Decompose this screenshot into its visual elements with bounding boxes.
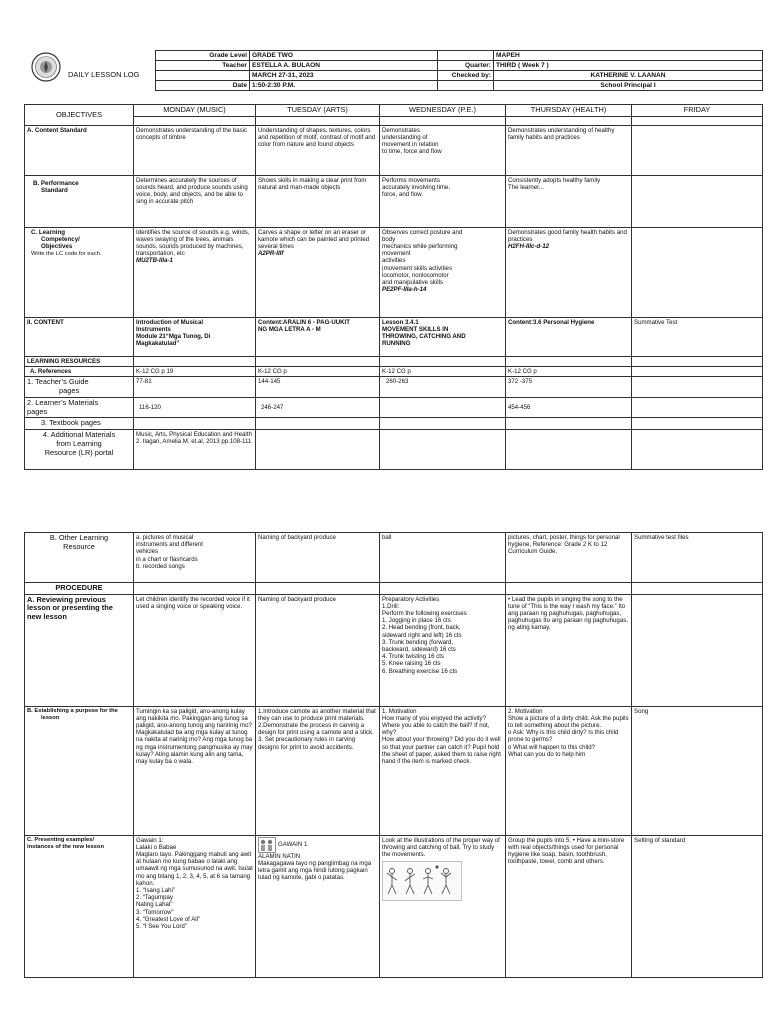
cell-line: Perform the following exercises: [382, 610, 467, 618]
cell-line: activities: [382, 257, 406, 265]
header-row: [156, 81, 763, 91]
cell-text: Naming of backyard produce: [256, 594, 380, 706]
cell-line: 3. Set precautionary rules in carving designs for print to avoid accidents.: [258, 736, 356, 751]
document-title: DAILY LESSON LOG: [68, 70, 140, 79]
cell-text: 144-145: [256, 377, 380, 397]
cell-line: Makagagawa tayo ng panglimbag na mga letra gamit ang mga hindi lutong pagkain tulad ng kamote, gabi o patatas.: [258, 859, 372, 882]
cell-line: understanding of: [382, 133, 428, 141]
row-label-line: 1. Teacher’s Guide: [27, 377, 89, 387]
cell-text: [632, 367, 763, 377]
row-label: II. CONTENT: [25, 317, 134, 356]
column-header: WEDNESDAY (P.E.): [380, 105, 506, 117]
cell-line: The learner...: [508, 183, 544, 191]
cell-text: Summative Test: [632, 317, 763, 356]
column-header-row: [25, 105, 763, 117]
cell-line: 2. Head bending (front, back,: [382, 624, 461, 632]
row-label-line: Resource: [63, 541, 95, 551]
row-label-line: Standard: [41, 187, 68, 195]
cell-text: [256, 706, 380, 835]
cell-text: K-12 CG p: [506, 367, 632, 377]
cell-text: K-12 CG p: [256, 367, 380, 377]
row-label: [25, 835, 134, 977]
cell-line: 2. “Tagumpay: [136, 894, 173, 902]
cell-text: [380, 227, 506, 317]
cell-line: 3. Trunk bending (forward,: [382, 638, 454, 646]
column-header: THURSDAY (HEALTH): [506, 105, 632, 117]
purpose-row: [25, 706, 763, 835]
other-resource-row: [25, 533, 763, 583]
cell-line: Consistently adopts healthy family: [508, 176, 601, 184]
cell-text: Content:3.6 Personal Hygiene: [506, 317, 632, 356]
cell-line: in a chart or flashcards: [136, 555, 198, 563]
row-label-line: C. Presenting examples/: [27, 836, 95, 843]
column-header: OBJECTIVES: [25, 105, 134, 126]
header-value: School Principal I: [494, 81, 763, 91]
content-standard-row: [25, 125, 763, 175]
cell-line: force, and flow.: [382, 191, 423, 199]
row-label: PROCEDURE: [25, 583, 134, 595]
cell-text: [380, 175, 506, 227]
lesson-table-top: [24, 104, 763, 470]
cell-text: 246-247: [256, 397, 380, 417]
cell-line: locomotor, nonlocomotor: [382, 271, 449, 279]
cell-line: body: [382, 235, 396, 243]
row-label: [25, 594, 134, 706]
cell-line: MOVEMENT SKILLS IN: [382, 325, 449, 333]
header-value: MAPEH: [494, 51, 763, 61]
cell-line: Demonstrates good family health habits and practices: [508, 228, 627, 243]
cell-text: Demonstrates understanding of the basic concepts of timbre: [134, 125, 256, 175]
cell-text: 454-456: [506, 397, 632, 417]
cell-line: Lesson 3.4.1: [382, 318, 419, 326]
gawain-title: GAWAIN 1: [278, 841, 308, 849]
cell-line: backward, sideward) 16 cts: [382, 646, 456, 654]
header-label: Grade Level: [156, 51, 250, 61]
cell-line: Content:ARALIN 6 - PAG-UUKIT: [258, 318, 350, 326]
header-label: Quarter:: [438, 61, 494, 71]
row-label: [25, 377, 134, 397]
competency-row: [25, 227, 763, 317]
cell-line: Look at the illustrations of the proper way of throwing and catching of ball. Try to study the movements.: [382, 836, 500, 859]
cell-text: [506, 706, 632, 835]
cell-text: [632, 227, 763, 317]
row-label-line: instances of the new lesson: [27, 843, 104, 850]
cell-text: [380, 125, 506, 175]
cell-line: a. pictures of musical: [136, 534, 194, 541]
cell-line: NG MGA LETRA A - M: [258, 325, 321, 333]
cell-text: [632, 175, 763, 227]
cell-line: 1. Jogging in place 16 cts: [382, 617, 451, 625]
cell-line: ALAMIN NATIN: [258, 852, 301, 860]
cell-line: Performs movements: [382, 176, 440, 184]
cell-text: [506, 227, 632, 317]
cell-text: Understanding of shapes, textures, colors and repetition of motif, contrast of motif and color from nature and found objects: [256, 125, 380, 175]
cell-line: vehicles: [136, 548, 159, 556]
learners-materials-row: [25, 397, 763, 417]
cell-line: Module 21“Mga Tunog, Di: [136, 333, 211, 341]
cell-text: Shows skills in making a clear print from natural and man-made objects: [256, 175, 380, 227]
row-label: [25, 175, 134, 227]
lesson-table-bottom: [24, 532, 763, 978]
row-label-line: 2. Learner’s Materials: [27, 397, 99, 407]
cell-text: [134, 227, 256, 317]
cell-text: Determines accurately the sources of sounds heard, and produce sounds using voice, body, and objects, and be able to sing in accurate pitch: [134, 175, 256, 227]
cell-line: 1. Motivation: [382, 707, 417, 715]
row-label-line: A. Reviewing previous: [27, 594, 106, 604]
cell-line: Magkakatulad”: [136, 340, 180, 348]
cell-text: [632, 594, 763, 706]
cell-line: Gawain 1:: [136, 836, 164, 844]
cell-text: [380, 835, 506, 977]
column-header: TUESDAY (ARTS): [256, 105, 380, 117]
row-label: 3. Textbook pages: [25, 418, 134, 430]
cell-line: Lalaki o Babae: [136, 843, 177, 851]
cell-text: [380, 706, 506, 835]
references-row: [25, 367, 763, 377]
row-label-line: B. Other Learning: [49, 533, 109, 542]
cell-text: 260-263: [380, 377, 506, 397]
header-label: [438, 81, 494, 91]
cell-text: [380, 317, 506, 356]
header-value: MARCH 27-31, 2023: [250, 71, 438, 81]
row-label: A. Content Standard: [25, 125, 134, 175]
cell-text: Song: [632, 706, 763, 835]
additional-materials-row: [25, 430, 763, 470]
cell-line: 4. Trunk twisting 16 cts: [382, 653, 444, 661]
cell-text: Let children identify the recorded voice if it used a singing voice or speaking voice.: [134, 594, 256, 706]
cell-line: Identifies the source of sounds e.g. winds, waves swaying of the trees, animals sounds, sounds produced by machines, transportation, etc: [136, 228, 250, 258]
row-label-line: Competency/: [41, 236, 80, 244]
cell-text: [632, 377, 763, 397]
cell-text: Setting of standard: [632, 835, 763, 977]
lc-code: A2PR-IIIf: [258, 250, 284, 258]
cell-text: • Lead the pupils in singing the song to the tune of “This is the way I wash my face.” Ito ang paraan ng paghuhugas, paghuhugas, paghuhugas Ito ang paraan ng paghuhugas, ng ating kamay.: [506, 594, 632, 706]
row-label-line: C. Learning: [31, 228, 66, 236]
cell-line: RUNNING: [382, 340, 411, 348]
cell-line: accurately involving time,: [382, 183, 451, 191]
header-row: [156, 71, 763, 81]
cell-text: Music, Arts, Physical Education and Health 2. Ilagan, Amelia M. et.al, 2013 pp.108-111: [134, 430, 256, 470]
lc-code: H2FH-IIIc-d-12: [508, 243, 549, 251]
lc-code: PE2PF-IIIa-h-14: [382, 286, 427, 294]
column-header: MONDAY (MUSIC): [134, 105, 256, 117]
cell-line: movement: [382, 250, 411, 258]
cell-line: 2.Demonstrate the process in carving a design for print using a camote and a stick.: [258, 722, 374, 737]
cell-line: Demonstrates: [382, 126, 420, 134]
row-label-line: pages: [59, 386, 80, 396]
row-label: [25, 430, 134, 470]
cell-text: Naming of backyard produce: [256, 533, 380, 583]
throwing-catching-illustration: [382, 861, 462, 901]
cell-line: to time, force and flow: [382, 148, 442, 156]
cell-line: o What will happen to this child?: [508, 743, 596, 751]
cell-text: 116-120: [134, 397, 256, 417]
cell-text: Demonstrates understanding of healthy family habits and practices: [506, 125, 632, 175]
row-label: [25, 533, 134, 583]
cell-line: o Ask: Why is this child dirty? Is this child prone to germs?: [508, 729, 619, 744]
row-label: [25, 706, 134, 835]
header-label: Date: [156, 81, 250, 91]
procedure-row: [25, 583, 763, 595]
header-table: [155, 50, 763, 91]
cell-text: 372 -375: [506, 377, 632, 397]
cell-line: mechanics while performing: [382, 243, 458, 251]
spacer-row: [25, 116, 763, 125]
teachers-guide-row: [25, 377, 763, 397]
cell-text: [380, 594, 506, 706]
cell-text: [506, 175, 632, 227]
cell-text: ball: [380, 533, 506, 583]
header-label: [156, 71, 250, 81]
header-label: [438, 51, 494, 61]
textbook-row: [25, 418, 763, 430]
cell-text: 77-81: [134, 377, 256, 397]
lc-code: MU2TB-IIIa-1: [136, 257, 173, 265]
row-label-line: Resource (LR) portal: [44, 447, 114, 457]
cell-line: instruments and different: [136, 541, 203, 549]
cell-text: [632, 125, 763, 175]
cell-line: How about your throwing? Did you do it well so that your partner can catch it? Pupil hold the sheet of paper, asked them to raise right hand if the item is marked check.: [382, 736, 501, 766]
header-value: THIRD ( Week 7 ): [494, 61, 763, 71]
cell-text: [380, 397, 506, 417]
cell-line: 1.Introduce camote as another material that they can use to produce print materials.: [258, 707, 376, 722]
header-row: [156, 51, 763, 61]
row-label-line: lesson: [41, 714, 60, 721]
row-label-line: lesson or presenting the: [27, 603, 113, 613]
row-label-line: Objectives: [41, 243, 73, 251]
cell-line: 3. “Tomorrow”: [136, 908, 174, 916]
cell-line: Instruments: [136, 325, 171, 333]
cell-line: movement in relation: [382, 141, 439, 149]
cell-text: [134, 835, 256, 977]
gawain-heading: [258, 837, 377, 853]
header-row: [156, 61, 763, 71]
cell-line: Introduction of Musical: [136, 318, 204, 326]
cell-text: pictures, chart, poster, things for personal hygiene, Reference: Grade 2 K to 12 Curriculum Guide,: [506, 533, 632, 583]
cell-line: Observes correct posture and: [382, 228, 463, 236]
cell-line: Preparatory Activities: [382, 595, 440, 603]
cell-line: and manipulative skills: [382, 279, 443, 287]
row-label-line: from Learning: [56, 438, 102, 448]
cell-line: 6. Breathing exercise 16 cts: [382, 667, 458, 675]
cell-text: K-12 CG p 19: [134, 367, 256, 377]
row-label-line: pages: [27, 406, 48, 416]
presenting-row: [25, 835, 763, 977]
cell-line: Carves a shape or letter on an eraser or kamote which can be painted and printed several times: [258, 228, 370, 251]
header-value: ESTELLA A. BULAON: [250, 61, 438, 71]
row-label: A. References: [25, 367, 134, 377]
students-illustration-icon: [258, 837, 276, 853]
row-label-line: 4. Additional Materials: [42, 430, 116, 440]
cell-text: [256, 227, 380, 317]
cell-line: Show a picture of a dirty child. Ask the pupils to tell something about the picture.: [508, 714, 629, 730]
cell-line: 2. Motivation: [508, 707, 543, 715]
row-label: [25, 397, 134, 417]
row-label: LEARNING RESOURCES: [25, 356, 134, 366]
cell-text: [632, 397, 763, 417]
header-label: Teacher: [156, 61, 250, 71]
cell-line: |movement skills activities: [382, 264, 452, 272]
row-label-line: Write the LC code for each.: [31, 250, 102, 257]
row-label-line: B. Establishing a purpose for the: [27, 707, 118, 714]
cell-line: 5. Knee raising 16 cts: [382, 660, 441, 668]
cell-text: Tumingin ka sa paligid, ano-anong kulay ang nakikita mo. Pakinggan ang tunog sa paligid, ano-anong tunog ang naririnig mo? Magkakatulad ba ang mga kulay at tunog na nakita at narinig mo? Ang mga tunog ba ng mga instrumentong pangmusika ay may kulay? Ating alamin kung alin ang tama, may kulay ba o wala.: [134, 706, 256, 835]
header-value: KATHERINE V. LAANAN: [494, 71, 763, 81]
cell-line: sideward right and left) 16 cts: [382, 631, 462, 639]
cell-text: Summative test files: [632, 533, 763, 583]
cell-text: Group the pupils into 5. • Have a mini-store with real objects/things used for personal hygiene like soap, basin, toothbrush, toothpaste, towel, comb and others.: [506, 835, 632, 977]
header-label: Checked by:: [438, 71, 494, 81]
cell-line: 4. “Greatest Love of All”: [136, 915, 201, 923]
cell-text: [134, 317, 256, 356]
cell-line: Maglaro tayo. Pakinggang mabuti ang awit at hulaan mo kung babae o lalaki ang umaawit ng mga sumusunod na awit. Isulat mo ang bilang 1, 2, 3, 4, 5, at 6 sa tamang kahon.: [136, 851, 253, 887]
row-label: [25, 227, 134, 317]
reviewing-row: [25, 594, 763, 706]
cell-text: [256, 835, 380, 977]
cell-line: THROWING, CATCHING AND: [382, 333, 466, 341]
cell-line: 1. “Isang Lahi”: [136, 887, 175, 895]
cell-text: [256, 317, 380, 356]
deped-seal-icon: [31, 52, 61, 82]
performance-standard-row: [25, 175, 763, 227]
cell-text: [134, 533, 256, 583]
cell-line: b. recorded songs: [136, 562, 185, 570]
content-row: [25, 317, 763, 356]
cell-line: How many of you enjoyed the activity? Where you able to catch the ball? If not, why?: [382, 714, 490, 737]
row-label-line: B. Performance: [33, 179, 79, 187]
cell-text: K-12 CG p: [380, 367, 506, 377]
row-label-line: new lesson: [27, 612, 67, 622]
cell-line: What can you do to help him: [508, 750, 586, 758]
cell-line: Nating Lahat”: [136, 901, 173, 909]
header-value: 1:50-2:30 P.M.: [250, 81, 438, 91]
column-header: FRIDAY: [632, 105, 763, 117]
header-value: GRADE TWO: [250, 51, 438, 61]
learning-resources-row: [25, 356, 763, 366]
cell-line: 1.Drill:: [382, 602, 400, 610]
cell-line: 5. “I See You Lord”: [136, 922, 187, 930]
